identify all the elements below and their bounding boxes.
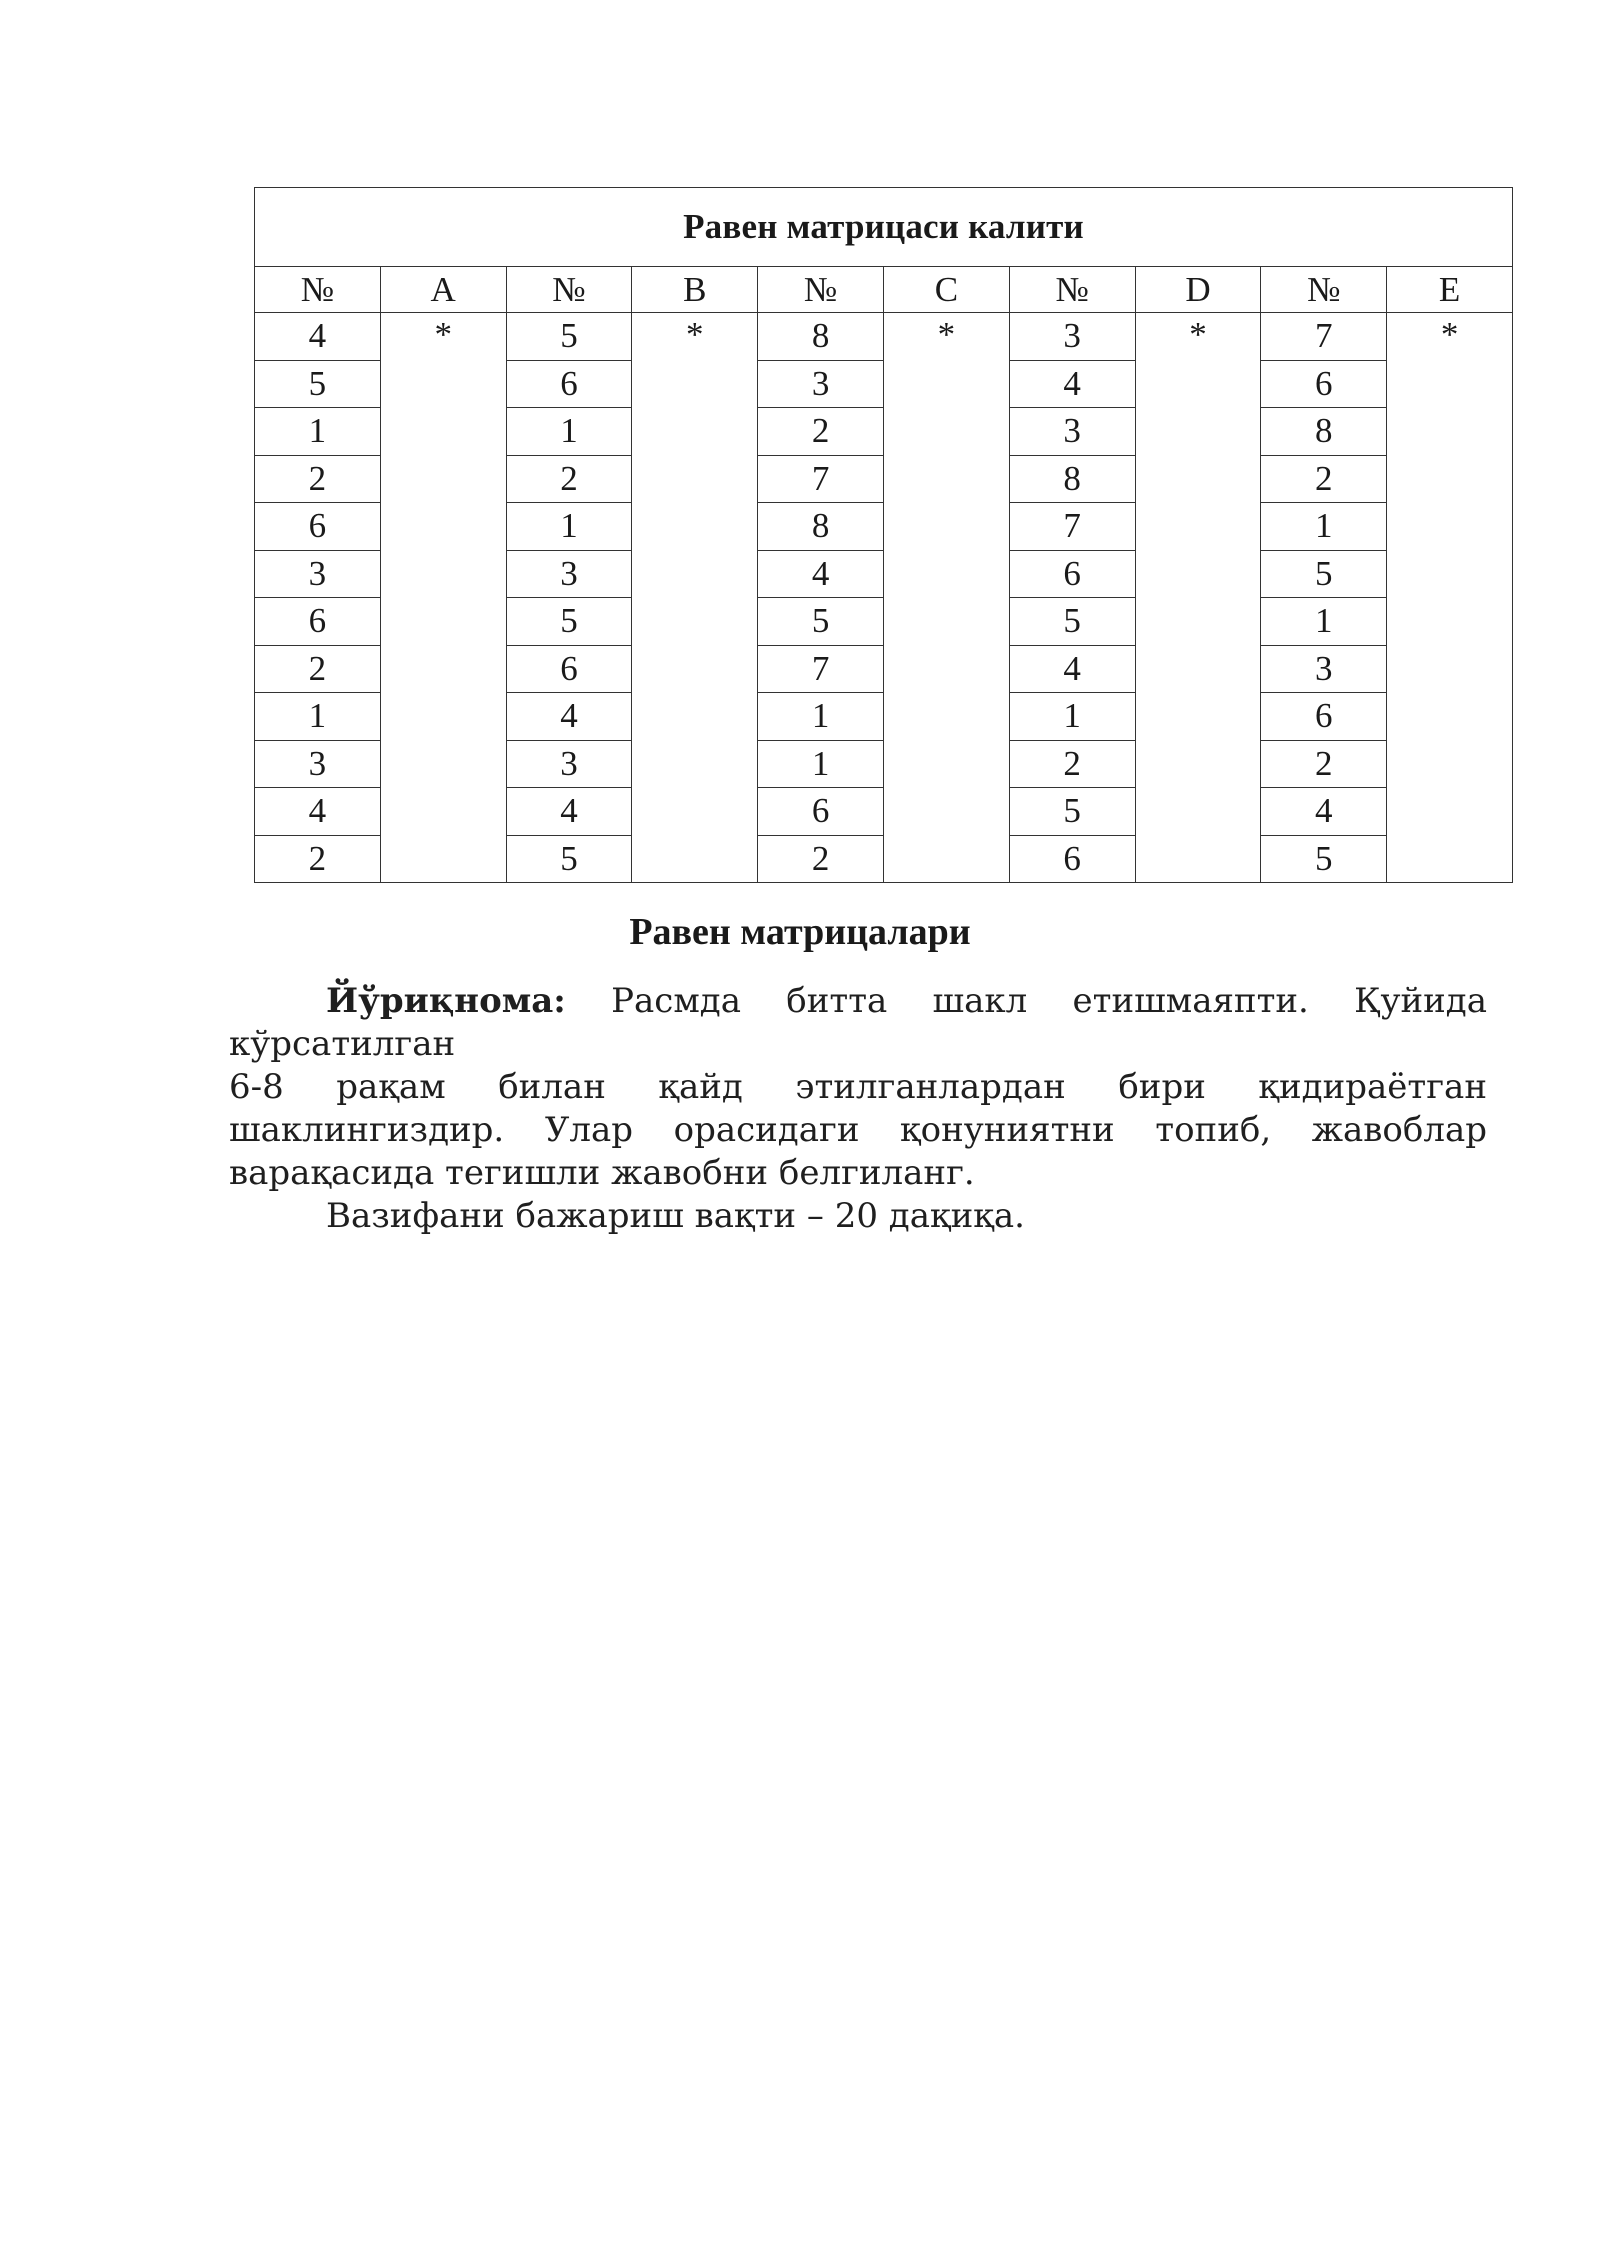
cell-number-b: 3 [506,740,632,788]
answer-mark-d: * [1135,313,1261,361]
header-number: № [255,267,381,313]
answer-cell-a [380,788,506,836]
raven-key-table [254,187,1513,883]
cell-number-e: 4 [1261,788,1387,836]
answer-cell-b [632,645,758,693]
cell-number-c: 6 [758,788,884,836]
answer-cell-e [1387,360,1513,408]
cell-number-d: 5 [1009,598,1135,646]
cell-number-d: 2 [1009,740,1135,788]
answer-cell-c [883,788,1009,836]
answer-cell-e [1387,835,1513,883]
answer-cell-c [883,360,1009,408]
table-row [255,455,1513,503]
answer-mark-e: * [1387,313,1513,361]
instructions-block [229,980,1487,1238]
answer-cell-a [380,740,506,788]
cell-number-e: 1 [1261,598,1387,646]
answer-cell-a [380,455,506,503]
answer-cell-d [1135,360,1261,408]
answer-cell-d [1135,455,1261,503]
cell-number-b: 5 [506,598,632,646]
answer-cell-b [632,455,758,503]
cell-number-a: 6 [255,598,381,646]
answer-cell-a [380,550,506,598]
answer-cell-b [632,408,758,456]
answer-cell-c [883,645,1009,693]
cell-number-b: 1 [506,503,632,551]
table-row [255,740,1513,788]
cell-number-c: 7 [758,455,884,503]
instructions-line-2: 6-8 рақам билан қайд этилганлардан бири қидираётган шаклингиздир. Улар орасидаги қонуниятни топиб, жавоблар варақасида тегишли жавобни белгиланг. [229,1067,1487,1193]
answer-cell-c [883,550,1009,598]
answer-cell-e [1387,503,1513,551]
table-row [255,835,1513,883]
cell-number-d: 1 [1009,693,1135,741]
cell-number-e: 8 [1261,408,1387,456]
answer-cell-e [1387,455,1513,503]
answer-cell-a [380,503,506,551]
cell-number-d: 3 [1009,313,1135,361]
answer-cell-b [632,740,758,788]
cell-number-a: 4 [255,788,381,836]
answer-cell-e [1387,740,1513,788]
answer-cell-c [883,455,1009,503]
answer-cell-a [380,408,506,456]
cell-number-a: 3 [255,550,381,598]
table-row [255,550,1513,598]
answer-cell-b [632,503,758,551]
time-limit-text: Вазифани бажариш вақти – 20 дақиқа. [326,1196,1025,1236]
cell-number-d: 8 [1009,455,1135,503]
answer-cell-b [632,598,758,646]
cell-number-e: 2 [1261,455,1387,503]
header-a: A [380,267,506,313]
cell-number-c: 3 [758,360,884,408]
answer-cell-a [380,693,506,741]
answer-mark-b: * [632,313,758,361]
cell-number-a: 2 [255,455,381,503]
answer-cell-a [380,645,506,693]
cell-number-a: 4 [255,313,381,361]
answer-cell-c [883,503,1009,551]
answer-cell-e [1387,788,1513,836]
table-row [255,693,1513,741]
answer-cell-a [380,360,506,408]
answer-cell-c [883,693,1009,741]
cell-number-e: 3 [1261,645,1387,693]
cell-number-d: 4 [1009,360,1135,408]
cell-number-a: 2 [255,835,381,883]
header-c: C [883,267,1009,313]
cell-number-e: 7 [1261,313,1387,361]
answer-cell-b [632,360,758,408]
table-title: Равен матрицаси калити [255,188,1513,267]
cell-number-c: 7 [758,645,884,693]
table-row [255,598,1513,646]
cell-number-b: 6 [506,645,632,693]
cell-number-e: 5 [1261,835,1387,883]
cell-number-a: 3 [255,740,381,788]
cell-number-b: 6 [506,360,632,408]
cell-number-a: 5 [255,360,381,408]
answer-cell-a [380,835,506,883]
cell-number-c: 8 [758,503,884,551]
table-row [255,645,1513,693]
answer-cell-d [1135,645,1261,693]
instructions-label: Йўриқнома: [326,981,566,1021]
section-title: Равен матрицалари [629,911,971,953]
cell-number-a: 2 [255,645,381,693]
answer-cell-d [1135,408,1261,456]
instructions-line-1: Расмда битта шакл етишмаяпти. Қуйида кўрсатилган [229,981,1487,1064]
header-number: № [1261,267,1387,313]
answer-cell-e [1387,693,1513,741]
answer-cell-d [1135,740,1261,788]
cell-number-e: 5 [1261,550,1387,598]
table-row [255,313,1513,361]
header-number: № [506,267,632,313]
answer-mark-a: * [380,313,506,361]
cell-number-b: 4 [506,788,632,836]
answer-cell-c [883,408,1009,456]
cell-number-a: 6 [255,503,381,551]
table-row [255,788,1513,836]
cell-number-c: 1 [758,693,884,741]
cell-number-b: 2 [506,455,632,503]
cell-number-e: 1 [1261,503,1387,551]
answer-cell-d [1135,550,1261,598]
header-b: B [632,267,758,313]
cell-number-d: 5 [1009,788,1135,836]
table-row [255,408,1513,456]
answer-cell-a [380,598,506,646]
cell-number-c: 1 [758,740,884,788]
answer-cell-e [1387,645,1513,693]
cell-number-d: 4 [1009,645,1135,693]
instructions-paragraph [229,980,1487,1066]
answer-cell-d [1135,503,1261,551]
cell-number-b: 4 [506,693,632,741]
cell-number-c: 4 [758,550,884,598]
table-row [255,503,1513,551]
answer-mark-c: * [883,313,1009,361]
cell-number-d: 3 [1009,408,1135,456]
cell-number-e: 2 [1261,740,1387,788]
cell-number-b: 1 [506,408,632,456]
answer-cell-c [883,598,1009,646]
cell-number-e: 6 [1261,360,1387,408]
answer-cell-b [632,693,758,741]
cell-number-a: 1 [255,693,381,741]
answer-cell-c [883,740,1009,788]
header-number: № [758,267,884,313]
header-e: E [1387,267,1513,313]
table-header-row [255,267,1513,313]
cell-number-c: 5 [758,598,884,646]
cell-number-c: 2 [758,835,884,883]
answer-cell-c [883,835,1009,883]
answer-cell-b [632,788,758,836]
answer-cell-e [1387,550,1513,598]
answer-cell-e [1387,408,1513,456]
cell-number-d: 6 [1009,835,1135,883]
answer-cell-e [1387,598,1513,646]
answer-cell-d [1135,835,1261,883]
cell-number-c: 8 [758,313,884,361]
cell-number-a: 1 [255,408,381,456]
answer-cell-d [1135,693,1261,741]
cell-number-d: 6 [1009,550,1135,598]
header-number: № [1009,267,1135,313]
header-d: D [1135,267,1261,313]
answer-cell-b [632,835,758,883]
cell-number-c: 2 [758,408,884,456]
cell-number-b: 5 [506,313,632,361]
answer-cell-d [1135,598,1261,646]
answer-cell-d [1135,788,1261,836]
answer-cell-b [632,550,758,598]
table-row [255,360,1513,408]
cell-number-b: 3 [506,550,632,598]
cell-number-d: 7 [1009,503,1135,551]
cell-number-e: 6 [1261,693,1387,741]
cell-number-b: 5 [506,835,632,883]
